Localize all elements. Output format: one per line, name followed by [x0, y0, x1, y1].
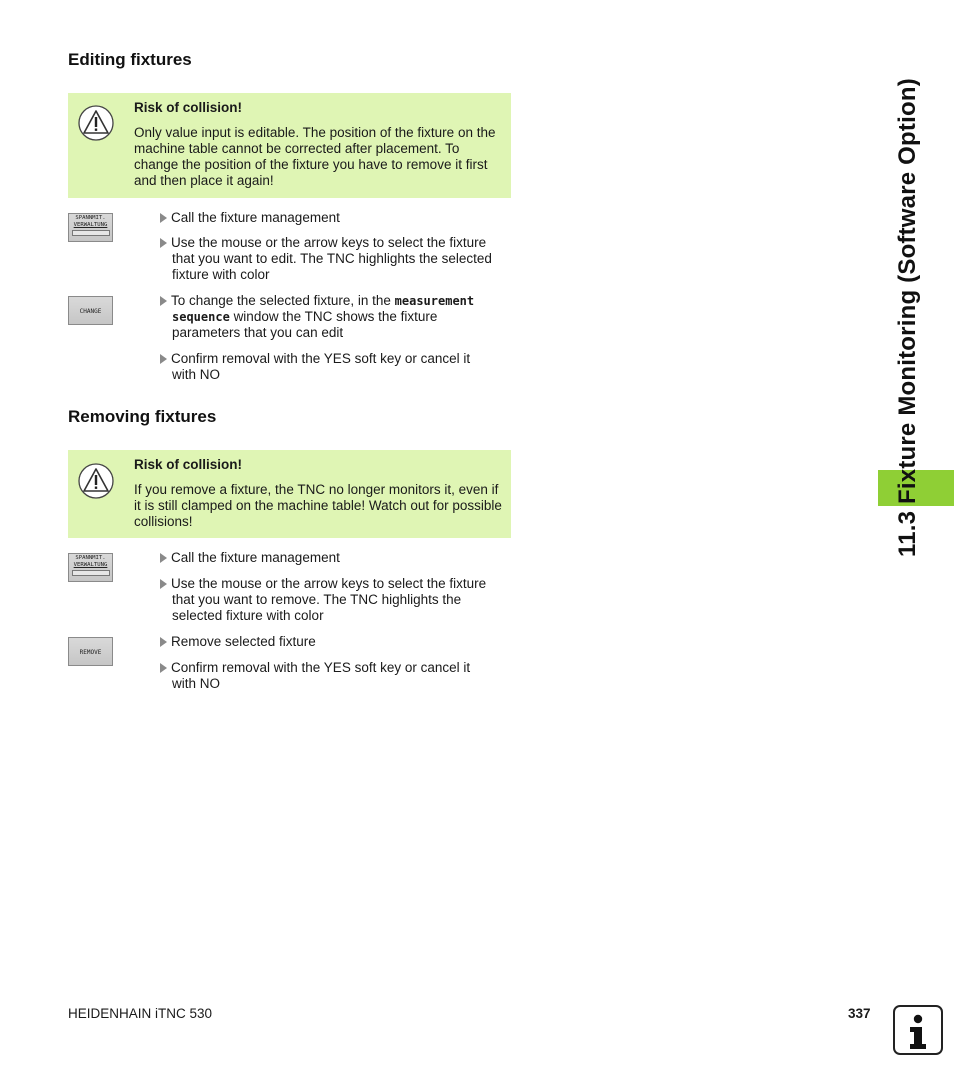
- fixture-graphic-icon: [72, 570, 110, 576]
- editing-step-4: [160, 351, 515, 383]
- step-arrow-icon: [160, 663, 167, 673]
- step-arrow-icon: [160, 354, 167, 364]
- change-softkey[interactable]: [68, 296, 113, 325]
- warning-triangle-icon: [78, 105, 114, 141]
- footer-manual-name: HEIDENHAIN iTNC 530: [68, 1006, 213, 1021]
- softkey-label: SPANNMIT.: [75, 215, 106, 221]
- removing-warning-title: Risk of collision!: [134, 457, 243, 472]
- step-text: selected fixture with color: [172, 608, 324, 623]
- step-arrow-icon: [160, 637, 167, 647]
- removing-heading: Removing fixtures: [68, 407, 217, 426]
- editing-step-1: [160, 210, 515, 226]
- step-text: Use the mouse or the arrow keys to select the fixture: [171, 235, 487, 250]
- removing-warning-text: If you remove a fixture, the TNC no longer monitors it, even if it is still clamped on the machine table! Watch out for possible collisions!: [134, 482, 502, 529]
- step-text: Use the mouse or the arrow keys to select the fixture: [171, 576, 487, 591]
- editing-warning-text: Only value input is editable. The position of the fixture on the machine table cannot be corrected after placement. To change the position of the fixture you have to remove it first and then place it again!: [134, 125, 496, 188]
- editing-warning-title: Risk of collision!: [134, 100, 243, 115]
- step-text: that you want to remove. The TNC highlights the: [172, 592, 462, 607]
- editing-warning-box: [68, 93, 511, 198]
- fixture-management-softkey[interactable]: [68, 553, 113, 582]
- removing-step-4: [160, 660, 515, 692]
- step-arrow-icon: [160, 579, 167, 589]
- softkey-label: VERWALTUNG: [73, 562, 108, 568]
- measurement-sequence-term: sequence: [172, 310, 230, 324]
- editing-step-2: [160, 235, 515, 283]
- step-text: parameters that you can edit: [172, 325, 344, 340]
- softkey-label: SPANNMIT.: [75, 555, 106, 561]
- step-text: window the TNC shows the fixture: [233, 309, 438, 324]
- step-arrow-icon: [160, 213, 167, 223]
- editing-heading: Editing fixtures: [68, 50, 192, 69]
- step-text: Confirm removal with the YES soft key or cancel it: [171, 351, 471, 366]
- step-text: To change the selected fixture, in the: [171, 293, 391, 308]
- removing-warning-box: [68, 450, 511, 538]
- page-number: 337: [848, 1006, 871, 1021]
- remove-softkey[interactable]: [68, 637, 113, 666]
- removing-step-3: [160, 634, 515, 650]
- step-arrow-icon: [160, 238, 167, 248]
- step-arrow-icon: [160, 553, 167, 563]
- softkey-label: REMOVE: [79, 649, 102, 656]
- warning-triangle-icon: [78, 463, 114, 499]
- editing-step-3: [160, 293, 515, 341]
- fixture-graphic-icon: [72, 230, 110, 236]
- step-text: Call the fixture management: [171, 210, 340, 225]
- softkey-label: CHANGE: [79, 308, 102, 315]
- step-text: that you want to edit. The TNC highlights the selected: [172, 251, 492, 266]
- removing-step-2: [160, 576, 515, 624]
- softkey-label: VERWALTUNG: [73, 222, 108, 228]
- removing-step-1: [160, 550, 515, 566]
- measurement-sequence-term: measurement: [394, 294, 475, 308]
- step-text: Call the fixture management: [171, 550, 340, 565]
- info-icon: [893, 1005, 943, 1055]
- step-text: with NO: [172, 676, 221, 691]
- step-text: Remove selected fixture: [171, 634, 316, 649]
- chapter-side-title: 11.3 Fixture Monitoring (Software Option): [894, 78, 921, 557]
- step-arrow-icon: [160, 296, 167, 306]
- step-text: Confirm removal with the YES soft key or cancel it: [171, 660, 471, 675]
- fixture-management-softkey[interactable]: [68, 213, 113, 242]
- step-text: with NO: [172, 367, 221, 382]
- step-text: fixture with color: [172, 267, 270, 282]
